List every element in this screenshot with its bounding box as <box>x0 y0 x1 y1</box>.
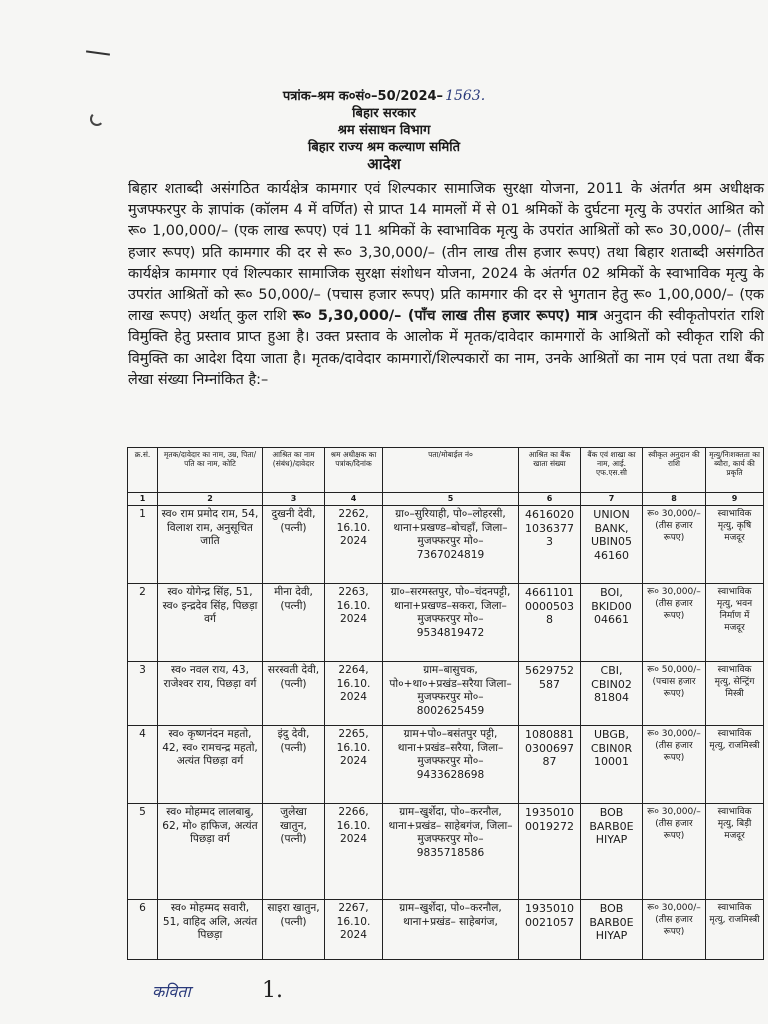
header-dependent: आश्रित का नाम (संबंध)/दावेदार <box>263 448 325 493</box>
header-amount: स्वीकृत अनुदान की राशि <box>643 448 706 493</box>
cell-serial: 2 <box>128 584 158 662</box>
cell-serial: 1 <box>128 506 158 584</box>
cell-cause: स्वाभाविक मृत्यु, कृषि मजदूर <box>706 506 764 584</box>
cell-deceased: स्व० योगेन्द्र सिंह, 51, स्व० इन्द्रदेव सिंह, पिछड़ा वर्ग <box>158 584 263 662</box>
handwritten-signature: कविता <box>152 982 191 1001</box>
cell-cause: स्वाभाविक मृत्यु, राजमिस्त्री <box>706 900 764 960</box>
cell-account: 4616020 1036377 3 <box>519 506 581 584</box>
cell-account: 1935010 0021057 <box>519 900 581 960</box>
handwritten-reference-number: 1563. <box>445 88 486 104</box>
cell-cause: स्वाभाविक मृत्यु, बिड़ी मजदूर <box>706 804 764 900</box>
cell-serial: 4 <box>128 726 158 804</box>
cell-dependent: मीना देवी, (पत्नी) <box>263 584 325 662</box>
table-row <box>128 726 764 804</box>
cell-amount: रू० 30,000/– (तीस हजार रूपए) <box>643 726 706 804</box>
reference-number: पत्रांक–श्रम क०सं०–50/2024– <box>282 89 444 104</box>
paragraph-part-2: अनुदान की स्वीकृतोपरांत राशि विमुक्ति हेतु प्रस्ताव प्राप्त हुआ है। उक्त प्रस्ताव के आलोक में मृतक/दावेदार कामगारों के आश्रितों को स्वीकृत राशि की विमुक्ति का आदेश दिया जाता है। मृतक/दावेदार कामगारों/शिल्पकारों का नाम, उनके आश्रितों का नाम एवं पता तथा बैंक लेखा संख्या निम्नांकित है:– <box>128 308 765 388</box>
government-name: बिहार सरकार <box>352 106 416 121</box>
cell-bank: UBGB, CBIN0R 10001 <box>581 726 643 804</box>
cell-letter: 2263, 16.10. 2024 <box>325 584 383 662</box>
cell-cause: स्वाभाविक मृत्यु, भवन निर्माण में मजदूर <box>706 584 764 662</box>
cell-bank: BOB BARB0E HIYAP <box>581 900 643 960</box>
cell-address: ग्राम–खुर्शेदा, पो०–करनौल, थाना+प्रखंड– साहेबगंज, जिला–मुजफ्फरपुर मो०–9835718586 <box>383 804 519 900</box>
order-title: आदेश <box>367 155 401 173</box>
column-number: 8 <box>643 493 706 506</box>
column-number-row <box>128 493 764 506</box>
cell-letter: 2267, 16.10. 2024 <box>325 900 383 960</box>
table-row <box>128 506 764 584</box>
table-header-row <box>128 448 764 493</box>
committee-name: बिहार राज्य श्रम कल्याण समिति <box>307 140 461 155</box>
cell-bank: UNION BANK, UBIN05 46160 <box>581 506 643 584</box>
header-account: आश्रित का बैंक खाता संख्या <box>519 448 581 493</box>
cell-account: 5629752 587 <box>519 662 581 726</box>
cell-address: ग्रा०–सरमस्तपुर, पो०–चंदनपट्टी, थाना+प्रखण्ड–सकरा, जिला–मुजफ्फरपुर मो०–9534819472 <box>383 584 519 662</box>
cell-account: 1080881 0300697 87 <box>519 726 581 804</box>
cell-dependent: इंदु देवी, (पत्नी) <box>263 726 325 804</box>
cell-deceased: स्व० कृष्णनंदन महतो, 42, स्व० रामचन्द्र महतो, अत्यंत पिछड़ा वर्ग <box>158 726 263 804</box>
order-paragraph <box>128 179 764 391</box>
cell-dependent: जुलेखा खातुन, (पत्नी) <box>263 804 325 900</box>
cell-address: ग्रा०–सुरियाही, पो०–लोहरसी, थाना+प्रखण्ड–बोचहाँ, जिला–मुजफ्फरपुर मो०–7367024819 <box>383 506 519 584</box>
cell-deceased: स्व० राम प्रमोद राम, 54, विलाश राम, अनुसूचित जाति <box>158 506 263 584</box>
cell-account: 1935010 0019272 <box>519 804 581 900</box>
column-number: 7 <box>581 493 643 506</box>
cell-letter: 2264, 16.10. 2024 <box>325 662 383 726</box>
cell-deceased: स्व० नवल राय, 43, राजेश्वर राय, पिछड़ा वर्ग <box>158 662 263 726</box>
cell-deceased: स्व० मोहम्मद सवारी, 51, वाहिद अलि, अत्यंत पिछड़ा <box>158 900 263 960</box>
cell-letter: 2266, 16.10. 2024 <box>325 804 383 900</box>
beneficiary-table <box>127 447 764 960</box>
header-deceased: मृतक/दावेदार का नाम, उम्र, पिता/पति का नाम, कोटि <box>158 448 263 493</box>
cell-amount: रू० 30,000/– (तीस हजार रूपए) <box>643 506 706 584</box>
table-row <box>128 804 764 900</box>
table-row <box>128 584 764 662</box>
column-number: 5 <box>383 493 519 506</box>
cell-amount: रू० 50,000/– (पचास हजार रूपए) <box>643 662 706 726</box>
cell-cause: स्वाभाविक मृत्यु, राजमिस्त्री <box>706 726 764 804</box>
paragraph-total-amount: रू० 5,30,000/– (पाँच लाख तीस हजार रूपए) मात्र <box>292 308 598 325</box>
cell-cause: स्वाभाविक मृत्यु, सेन्ट्रिंग मिस्त्री <box>706 662 764 726</box>
column-number: 9 <box>706 493 764 506</box>
cell-bank: BOB BARB0E HIYAP <box>581 804 643 900</box>
cell-bank: CBI, CBIN02 81804 <box>581 662 643 726</box>
column-number: 2 <box>158 493 263 506</box>
reference-line <box>0 88 768 105</box>
header-serial: क्र.सं. <box>128 448 158 493</box>
cell-dependent: साइरा खातुन, (पत्नी) <box>263 900 325 960</box>
header-letter: श्रम अधीक्षक का पत्रांक/दिनांक <box>325 448 383 493</box>
cell-dependent: दुखनी देवी, (पत्नी) <box>263 506 325 584</box>
department-name: श्रम संसाधन विभाग <box>337 123 431 138</box>
order-header <box>0 88 768 173</box>
cell-serial: 3 <box>128 662 158 726</box>
table-row <box>128 900 764 960</box>
column-number: 1 <box>128 493 158 506</box>
cell-letter: 2262, 16.10. 2024 <box>325 506 383 584</box>
cell-bank: BOI, BKID00 04661 <box>581 584 643 662</box>
cell-serial: 6 <box>128 900 158 960</box>
header-address: पता/मोबाईल नं० <box>383 448 519 493</box>
header-bank: बैंक एवं शाखा का नाम, आई. एफ.एस.सी <box>581 448 643 493</box>
cell-amount: रू० 30,000/– (तीस हजार रूपए) <box>643 804 706 900</box>
cell-amount: रू० 30,000/– (तीस हजार रूपए) <box>643 900 706 960</box>
cell-serial: 5 <box>128 804 158 900</box>
cell-address: ग्राम–खुर्शेदा, पो०–करनौल, थाना+प्रखंड– साहेबगंज, <box>383 900 519 960</box>
table-row <box>128 662 764 726</box>
page-number: 1. <box>262 978 283 1003</box>
cell-account: 4661101 0000503 8 <box>519 584 581 662</box>
paragraph-part-1: बिहार शताब्दी असंगठित कार्यक्षेत्र कामगार एवं शिल्पकार सामाजिक सुरक्षा योजना, 2011 के अंतर्गत श्रम अधीक्षक मुजफ्फरपुर के ज्ञापांक (कॉलम 4 में वर्णित) से प्राप्त 14 मामलों में से 01 श्रमिकों के दुर्घटना मृत्यु के उपरांत आश्रित को रू० 1,00,000/– (एक लाख रूपए) एवं 11 श्रमिकों के स्वाभाविक मृत्यु के उपरांत आश्रितों को रू० 30,000/– (तीस हजार रूपए) प्रति कामगार की दर से रू० 3,30,000/– (तीन लाख तीस हजार रूपए) तथा बिहार शताब्दी असंगठित कार्यक्षेत्र कामगार एवं शिल्पकार सामाजिक सुरक्षा संशोधन योजना, 2024 के अंतर्गत 02 श्रमिकों के स्वाभाविक मृत्यु के उपरांत आश्रितों को रू० 50,000/– (पचास हजार रूपए) प्रति कामगार की दर से भुगतान हेतु रू० 1,00,000/– (एक लाख रूपए) अर्थात् कुल राशि <box>128 181 764 325</box>
cell-letter: 2265, 16.10. 2024 <box>325 726 383 804</box>
cell-address: ग्राम+पो०–बसंतपुर पट्टी, थाना+प्रखंड–सरैया, जिला–मुजफ्फरपुर मो०–9433628698 <box>383 726 519 804</box>
cell-dependent: सरस्वती देवी, (पत्नी) <box>263 662 325 726</box>
cell-address: ग्राम–बासुचक, पो०+था०+प्रखंड–सरैया जिला–मुजफ्फरपुर मो०–8002625459 <box>383 662 519 726</box>
header-cause: मृत्यु/निःशक्तता का ब्यौरा, कार्य की प्रकृति <box>706 448 764 493</box>
column-number: 4 <box>325 493 383 506</box>
margin-pen-mark <box>86 50 110 55</box>
cell-amount: रू० 30,000/– (तीस हजार रूपए) <box>643 584 706 662</box>
cell-deceased: स्व० मोहम्मद लालबाबु, 62, मो० हाफिज, अत्यंत पिछड़ा वर्ग <box>158 804 263 900</box>
column-number: 6 <box>519 493 581 506</box>
column-number: 3 <box>263 493 325 506</box>
